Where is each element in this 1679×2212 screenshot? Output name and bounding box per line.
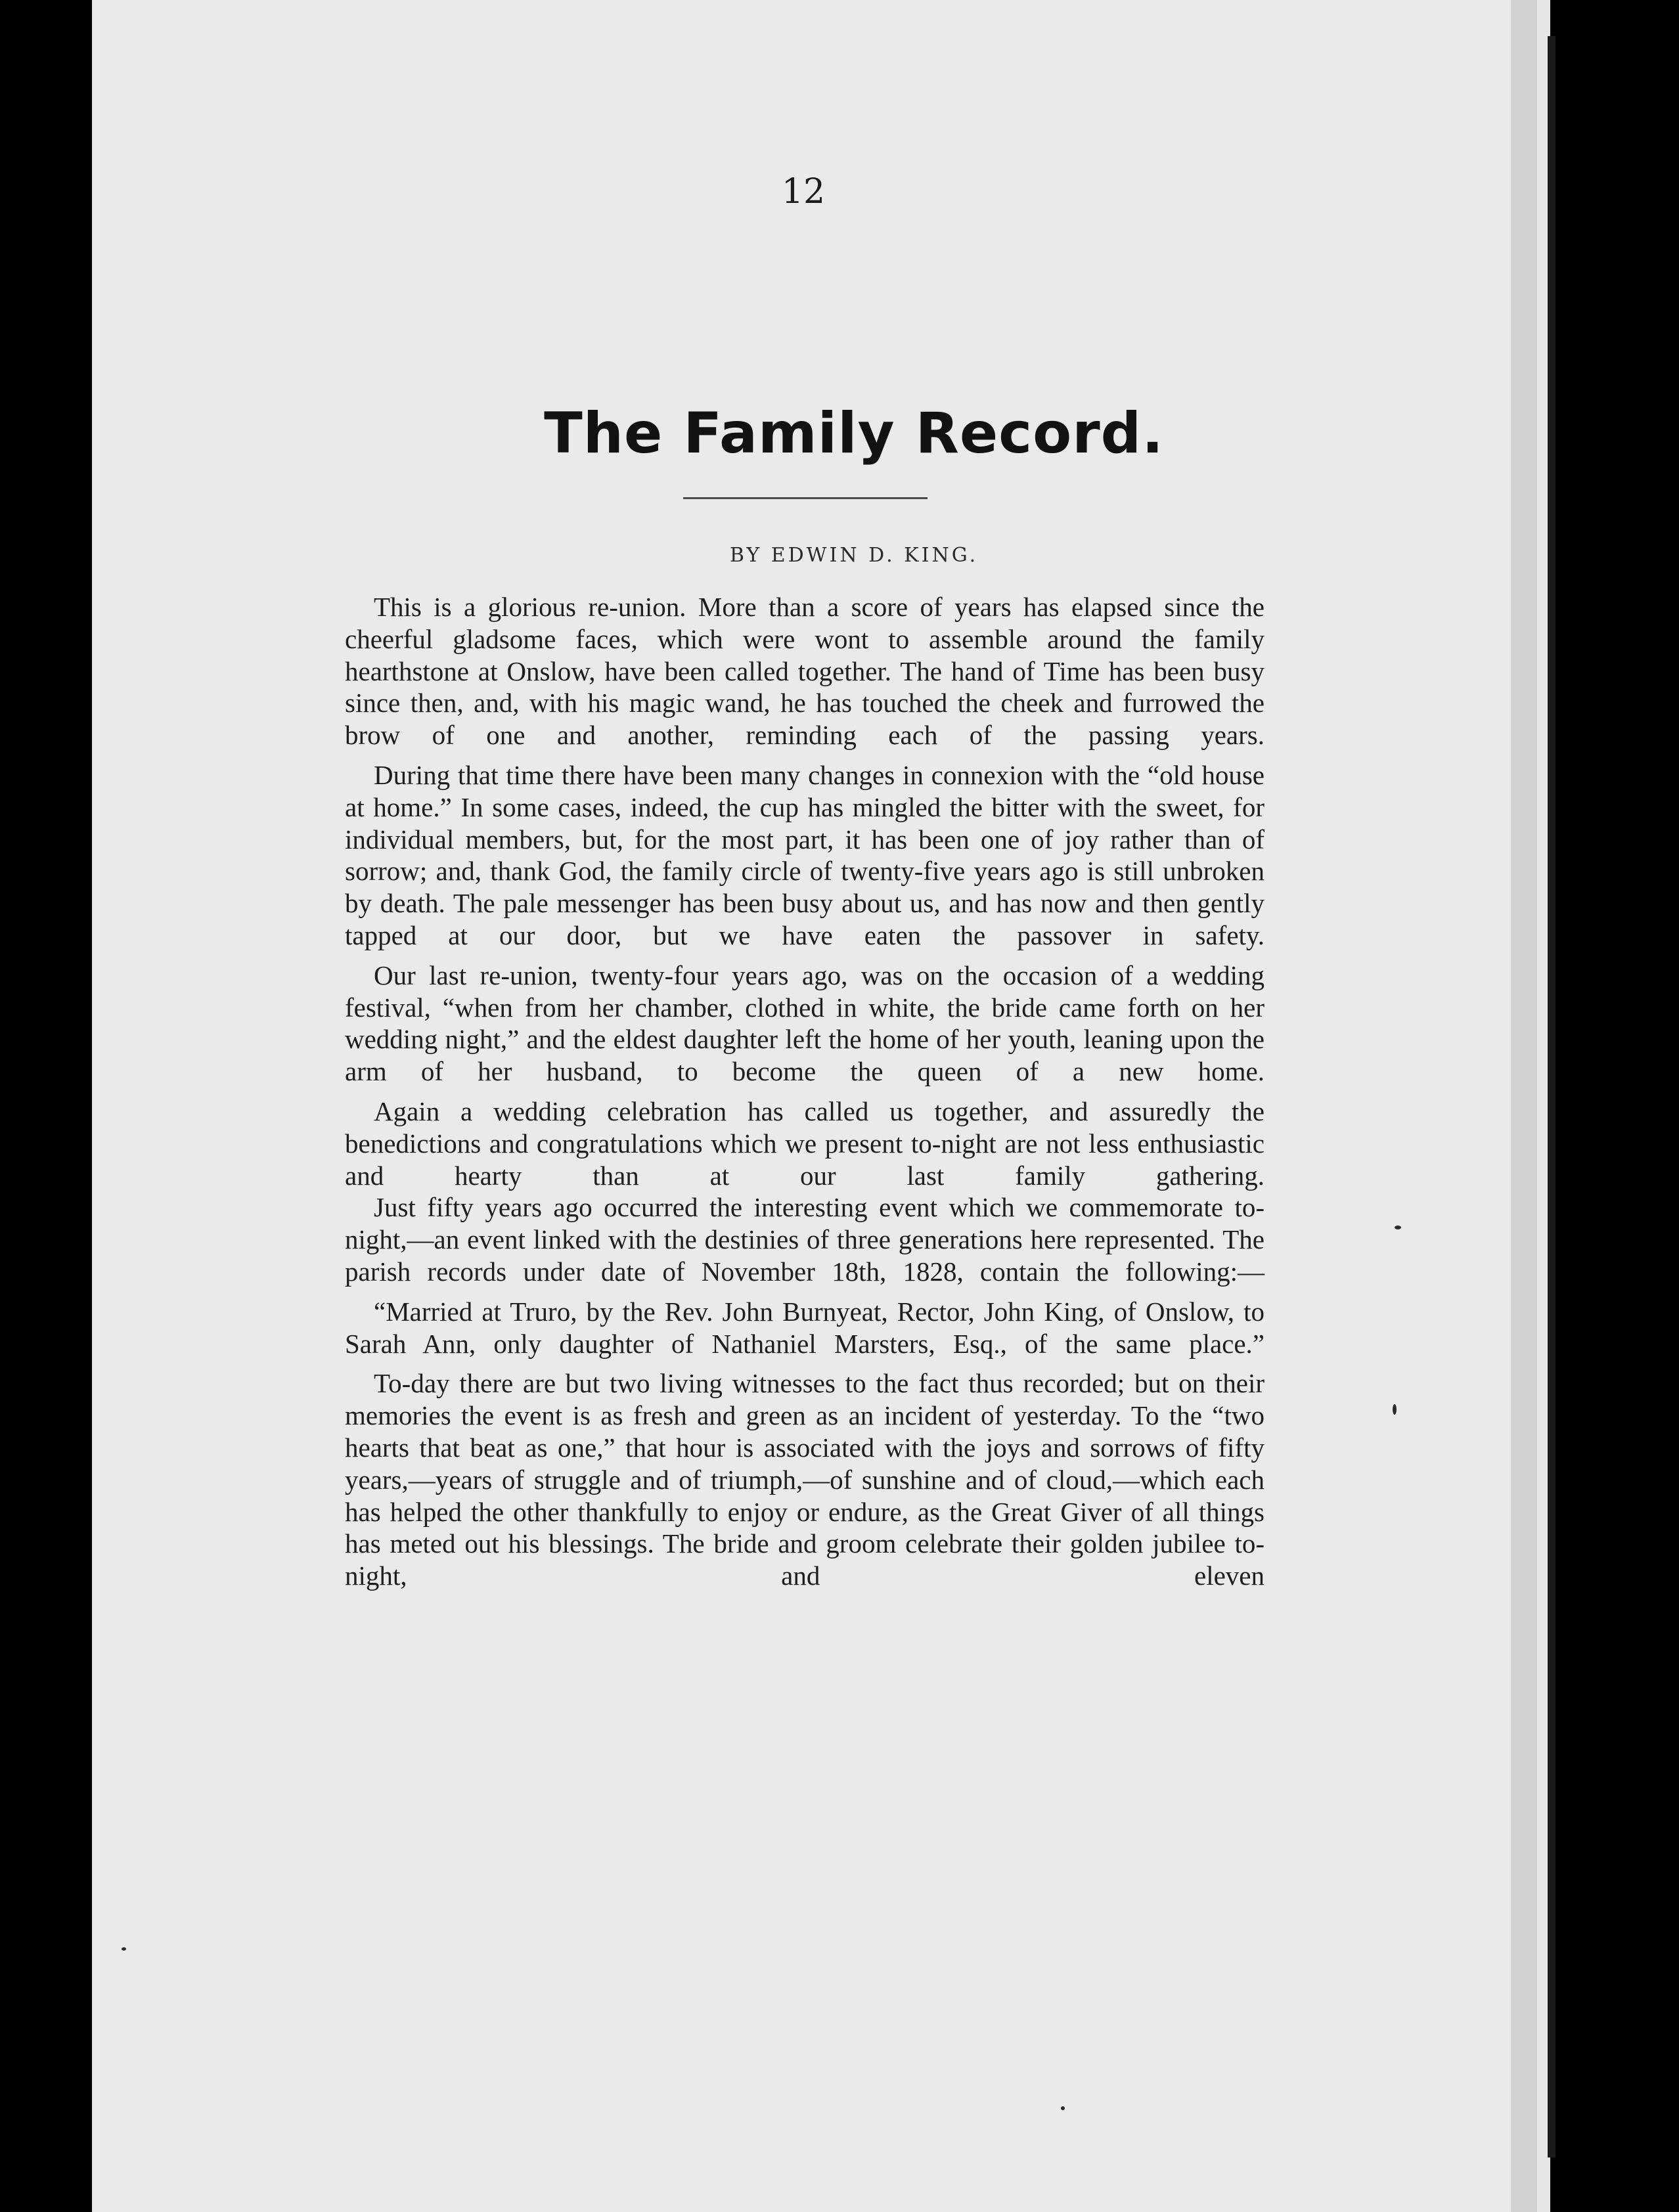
page-number: 12 xyxy=(781,172,826,211)
paragraph: Our last re-union, twenty-four years ago, was on the occasion of a wedding festival, “when from her chamber, clothed in white, the bride came forth on her wedding night,” and the eldest daughter left the home of her youth, leaning upon the arm of her husband, to become the queen of a new home. xyxy=(345,960,1265,1087)
scan-speck xyxy=(1393,1404,1397,1415)
book-binding-edge xyxy=(1548,36,1556,2157)
scan-speck xyxy=(122,1947,126,1951)
page-gutter-shadow xyxy=(1511,0,1537,2212)
paragraph: Just fifty years ago occurred the interesting event which we commemorate to-night,—an event linked with the destinies of three generations here represented. The parish records under date of November 18th, 1828, contain the following:— xyxy=(345,1192,1265,1287)
scan-speck xyxy=(1061,2106,1065,2110)
paragraph: During that time there have been many changes in connexion with the “old house at home.” In some cases, indeed, the cup has mingled the bitter with the sweet, for individual members, but, for the most part, it has been one of joy rather than of sorrow; and, thank God, the family circle of twenty-five years ago is still unbroken by death. The pale messenger has been busy about us, and has now and then gently tapped at our door, but we have eaten the passover in safety. xyxy=(345,759,1265,950)
paragraph: To-day there are but two living witnesses to the fact thus recorded; but on their memories the event is as fresh and green as an incident of yesterday. To the “two hearts that beat as one,” that hour is associated with the joys and sorrows of fifty years,—years of struggle and of triumph,—of sunshine and of cloud,—which each has helped the other thankfully to enjoy or endure, as the Great Giver of all things has meted out his blessings. The bride and groom celebrate their golden jubilee to-night, and eleven xyxy=(345,1368,1265,1591)
paragraph: This is a glorious re-union. More than a score of years has elapsed since the cheerful gladsome faces, which were wont to assemble around the family hearthstone at Onslow, have been called together. The hand of Time has been busy since then, and, with his magic wand, he has touched the cheek and furrowed the brow of one and another, reminding each of the passing years. xyxy=(345,592,1265,751)
quoted-record: “Married at Truro, by the Rev. John Burnyeat, Rector, John King, of Onslow, to Sarah Ann, only daughter of Nathaniel Marsters, Esq., of the same place.” xyxy=(345,1296,1265,1359)
article-body xyxy=(345,591,1265,1600)
title-divider xyxy=(683,497,928,499)
scan-border xyxy=(1556,0,1679,2212)
paragraph: Again a wedding celebration has called us together, and assuredly the benedictions and congratulations which we present to-night are not less enthusiastic and hearty than at our last family gathering. xyxy=(345,1095,1265,1191)
article-byline: BY EDWIN D. KING. xyxy=(729,544,979,567)
article-title: The Family Record. xyxy=(544,401,1164,466)
scan-speck xyxy=(1395,1226,1401,1229)
